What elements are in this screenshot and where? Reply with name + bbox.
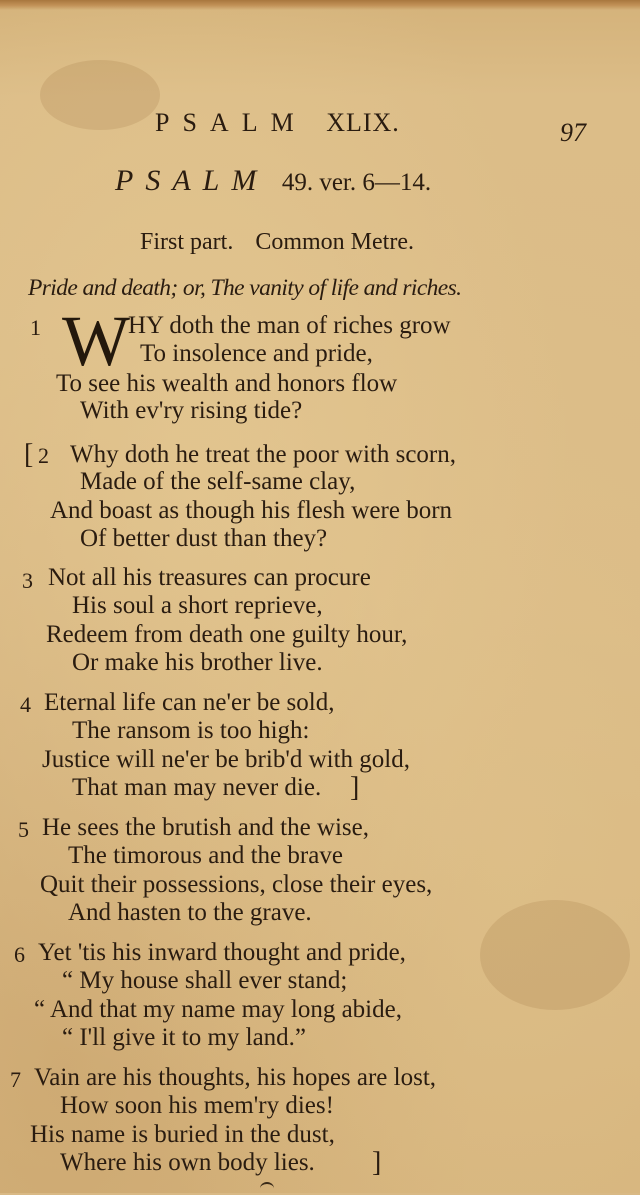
verse-line: How soon his mem'ry dies! <box>60 1092 334 1119</box>
running-head-word: PSALM <box>155 108 307 137</box>
verse-line: And boast as though his flesh were born <box>50 497 453 524</box>
catchword-fragment <box>260 1182 274 1195</box>
verse-line: Justice will ne'er be brib'd with gold, <box>42 746 410 773</box>
verse-line: Redeem from death one guilty hour, <box>46 621 408 648</box>
verse-line: “ My house shall ever stand; <box>62 967 348 994</box>
verse-line: Eternal life can ne'er be sold, <box>44 689 335 716</box>
verse-line: Yet 'tis his inward thought and pride, <box>38 939 406 966</box>
hymn-subtitle: Pride and death; or, The vanity of life and riches. <box>28 275 462 301</box>
verse-line: He sees the brutish and the wise, <box>42 814 370 841</box>
running-head <box>155 108 400 138</box>
verse-line: To insolence and pride, <box>140 340 373 367</box>
verse-line: Where his own body lies. <box>60 1149 315 1176</box>
verse-line: To see his wealth and honors flow <box>56 370 398 397</box>
verse-line: With ev'ry rising tide? <box>80 397 303 424</box>
verse-number: 1 <box>30 315 41 340</box>
verse-line: The timorous and the brave <box>68 842 343 869</box>
verse-line: Of better dust than they? <box>80 525 328 552</box>
verse-number: 3 <box>22 568 33 593</box>
paper-stain <box>480 900 630 1010</box>
page-top-edge <box>0 0 640 10</box>
verse-line: Not all his treasures can procure <box>48 564 371 591</box>
part-label: First part. <box>140 229 234 255</box>
psalm-title <box>115 164 431 198</box>
verse-line: And hasten to the grave. <box>68 899 312 926</box>
close-bracket: ] <box>372 1147 382 1178</box>
part-line <box>140 229 414 256</box>
verse-line: That man may never die. <box>72 774 322 801</box>
verse-line: “ And that my name may long abide, <box>34 996 402 1023</box>
verse-line: HY doth the man of riches grow <box>128 312 451 339</box>
paper-stain <box>40 60 160 130</box>
page-number: 97 <box>560 118 586 147</box>
verse-number: 2 <box>38 443 49 468</box>
verse-line: Or make his brother live. <box>72 649 323 676</box>
open-bracket: [ <box>24 439 34 470</box>
verse-line: His soul a short reprieve, <box>72 592 323 619</box>
verse-line: “ I'll give it to my land.” <box>62 1024 307 1051</box>
verse-number: 7 <box>10 1067 21 1092</box>
verse-line: Vain are his thoughts, his hopes are lost, <box>34 1064 437 1091</box>
verse-line: Made of the self-same clay, <box>80 468 356 495</box>
close-bracket: ] <box>350 772 360 803</box>
metre-label: Common Metre. <box>255 229 414 255</box>
drop-cap: W <box>62 301 130 381</box>
verse-line: His name is buried in the dust, <box>30 1121 335 1148</box>
verse-line: Quit their possessions, close their eyes, <box>40 871 433 898</box>
verse-number: 6 <box>14 942 25 967</box>
psalm-reference: 49. ver. 6—14. <box>281 169 432 196</box>
running-head-numeral: XLIX. <box>326 108 400 137</box>
psalm-title-word: PSALM <box>115 164 269 197</box>
verse-number: 5 <box>18 817 29 842</box>
verse-line: Why doth he treat the poor with scorn, <box>70 441 457 468</box>
verse-line: The ransom is too high: <box>72 717 310 744</box>
verse-number: 4 <box>20 692 31 717</box>
